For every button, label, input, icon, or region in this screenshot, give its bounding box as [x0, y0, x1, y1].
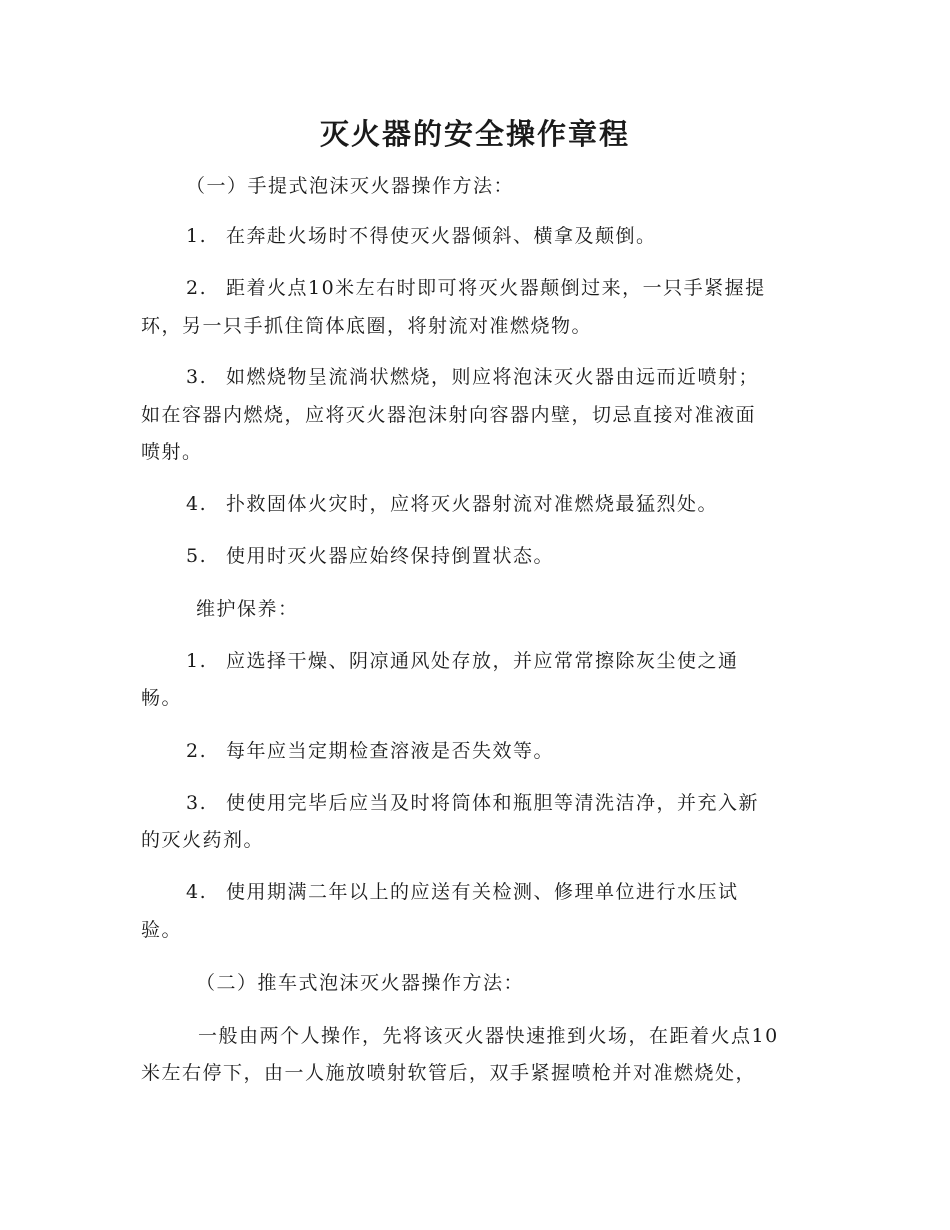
list-item — [186, 218, 866, 254]
section-heading: （一）手提式泡沫灭火器操作方法： — [186, 175, 515, 197]
item-text-continuation: 如在容器内燃烧，应将灭火器泡沫射向容器内壁，切忌直接对准液面 — [141, 404, 757, 426]
paragraph-line: 一般由两个人操作，先将该灭火器快速推到火场，在距着火点10 — [198, 1025, 779, 1047]
list-item — [186, 538, 866, 574]
list-item — [186, 359, 866, 395]
item-number: 2. — [186, 277, 208, 299]
item-text: 使用期满二年以上的应送有关检测、修理单位进行水压试 — [226, 881, 739, 903]
section-heading: （二）推车式泡沫灭火器操作方法： — [196, 972, 525, 994]
document-title: 灭火器的安全操作章程 — [319, 117, 630, 151]
item-text: 使使用完毕后应当及时将筒体和瓶胆等清洗洁净，并充入新 — [226, 792, 760, 814]
item-number: 1. — [186, 225, 208, 247]
item-number: 4. — [186, 493, 208, 515]
item-text-continuation: 环，另一只手抓住筒体底圈，将射流对准燃烧物。 — [141, 315, 593, 337]
list-item — [186, 643, 866, 679]
item-text: 每年应当定期检查溶液是否失效等。 — [226, 740, 555, 762]
item-text: 在奔赴火场时不得使灭火器倾斜、横拿及颠倒。 — [226, 225, 657, 247]
item-number: 2. — [186, 740, 208, 762]
item-number: 5. — [186, 545, 208, 567]
list-item — [186, 785, 866, 821]
item-number: 3. — [186, 366, 208, 388]
item-text-continuation: 的灭火药剂。 — [141, 829, 265, 851]
item-number: 3. — [186, 792, 208, 814]
item-text: 距着火点10米左右时即可将灭火器颠倒过来，一只手紧握提 — [226, 277, 766, 299]
item-text: 应选择干燥、阴凉通风处存放，并应常常擦除灰尘使之通 — [226, 650, 739, 672]
list-item — [186, 874, 866, 910]
list-item — [186, 270, 866, 306]
item-text-continuation: 畅。 — [141, 687, 183, 709]
item-text: 使用时灭火器应始终保持倒置状态。 — [226, 545, 555, 567]
section-heading: 维护保养： — [196, 598, 299, 620]
item-text-continuation: 验。 — [141, 919, 183, 941]
list-item — [186, 733, 866, 769]
item-text: 如燃烧物呈流淌状燃烧，则应将泡沫灭火器由远而近喷射； — [226, 366, 760, 388]
item-number: 4. — [186, 881, 208, 903]
item-number: 1. — [186, 650, 208, 672]
item-text-continuation: 喷射。 — [141, 441, 203, 463]
paragraph-line: 米左右停下，由一人施放喷射软管后，双手紧握喷枪并对准燃烧处， — [141, 1062, 757, 1084]
item-text: 扑救固体火灾时，应将灭火器射流对准燃烧最猛烈处。 — [226, 493, 719, 515]
list-item — [186, 486, 866, 522]
